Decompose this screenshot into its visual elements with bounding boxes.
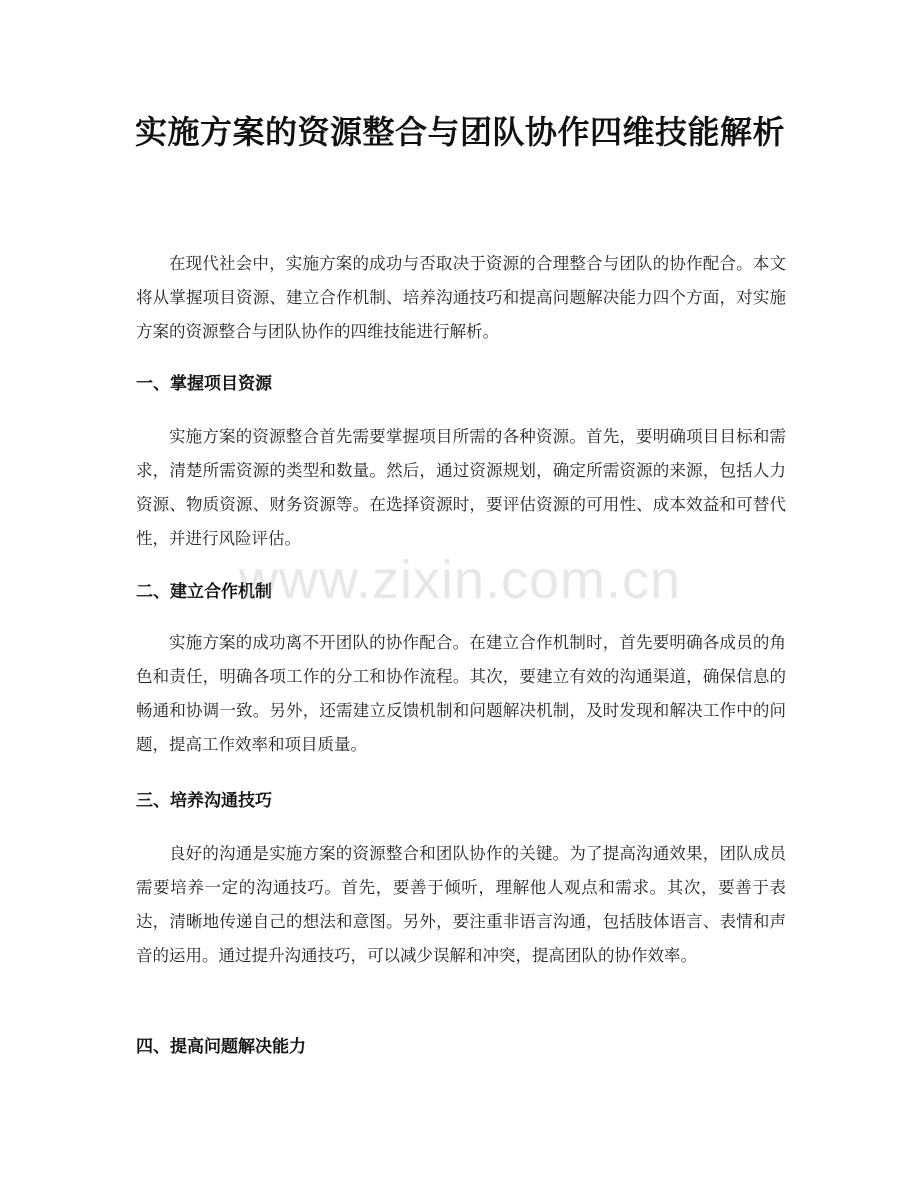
section-heading-3: 三、培养沟通技巧: [136, 791, 272, 811]
section-body-3: 良好的沟通是实施方案的资源整合和团队协作的关键。为了提高沟通效果，团队成员需要培养一定的沟通技巧。首先，要善于倾听，理解他人观点和需求。其次，要善于表达，清晰地传递自己的想法和意图。另外，要注重非语言沟通，包括肢体语言、表情和声音的运用。通过提升沟通技巧，可以减少误解和冲突，提高团队的协作效率。: [136, 844, 786, 965]
section-body-2: 实施方案的成功离不开团队的协作配合。在建立合作机制时，首先要明确各成员的角色和责任，明确各项工作的分工和协作流程。其次，要建立有效的沟通渠道，确保信息的畅通和协调一致。另外，还需建立反馈机制和问题解决机制，及时发现和解决工作中的问题，提高工作效率和项目质量。: [136, 633, 786, 754]
section-heading-2: 二、建立合作机制: [136, 582, 272, 602]
section-heading-1: 一、掌握项目资源: [136, 374, 272, 394]
section-heading-4: 四、提高问题解决能力: [136, 1037, 306, 1057]
section-body-1: 实施方案的资源整合首先需要掌握项目所需的各种资源。首先，要明确项目目标和需求，清楚所需资源的类型和数量。然后，通过资源规划，确定所需资源的来源，包括人力资源、物质资源、财务资源等。在选择资源时，要评估资源的可用性、成本效益和可替代性，并进行风险评估。: [136, 427, 786, 548]
watermark: www.zixin.com.cn: [238, 550, 682, 610]
document-title: 实施方案的资源整合与团队协作四维技能解析: [134, 113, 785, 151]
intro-paragraph: 在现代社会中，实施方案的成功与否取决于资源的合理整合与团队的协作配合。本文将从掌握项目资源、建立合作机制、培养沟通技巧和提高问题解决能力四个方面，对实施方案的资源整合与团队协作的四维技能进行解析。: [136, 254, 786, 341]
